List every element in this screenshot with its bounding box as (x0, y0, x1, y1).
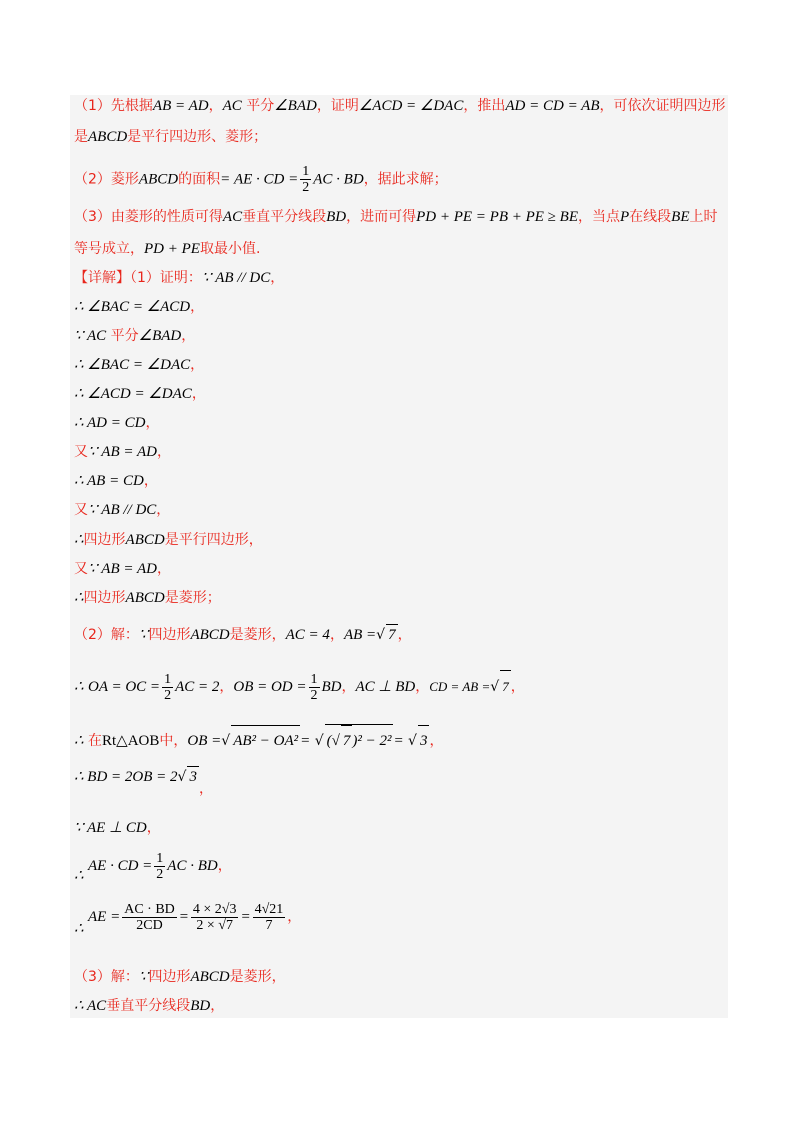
math: BE (671, 209, 690, 225)
math: AD = CD = AB (505, 98, 600, 114)
math: ∴ (74, 921, 84, 937)
math: ∴ (74, 733, 84, 749)
power: )² − 2² (352, 733, 392, 749)
radicand: 3 (187, 766, 199, 787)
denominator: 2 (302, 180, 310, 195)
math: P (620, 209, 630, 225)
text: （2）菱形 (74, 171, 139, 188)
text: ， (287, 909, 302, 925)
text: ， (191, 386, 206, 402)
analysis-1-line-2 (74, 127, 267, 147)
math: ABCD (88, 129, 128, 145)
text: 在 (88, 733, 102, 749)
math: Rt△AOB (102, 733, 160, 749)
solution-2-line-4: ∴ BD = 2OB = 2√ 3， (74, 766, 213, 787)
text: （1）证明： (130, 270, 202, 286)
math: ∵ AC (74, 328, 107, 344)
text: 的面积 (178, 171, 221, 188)
math: OA = OC = (88, 679, 161, 695)
math: AC (222, 98, 242, 114)
solution-2-line-3: ∴ 在Rt△AOB中，OB =√ AB² − OA² = √ (√ 7 )² − 2² = √ 3 ， (74, 724, 443, 756)
text: ， (156, 561, 171, 577)
fraction (191, 902, 239, 933)
text: ，据此求解； (363, 171, 448, 188)
math: ∴ ∠ACD = ∠DAC (74, 386, 192, 402)
solution-2-line-7 (74, 900, 302, 937)
math: ∵ AB = AD (88, 444, 157, 460)
detail-line-5 (74, 384, 206, 404)
text: （2）解： (74, 627, 139, 643)
analysis-1-line-1 (74, 96, 726, 116)
fraction (253, 902, 286, 933)
solution-3-line-2 (74, 996, 224, 1016)
math: = (300, 733, 311, 749)
fraction (154, 851, 165, 882)
analysis-3-line-1 (74, 207, 718, 227)
math: OB = OD = (233, 679, 307, 695)
text: 四边形 (83, 532, 126, 548)
analysis-2-line (74, 164, 448, 195)
math: ∵ AB = AD (88, 561, 157, 577)
math: PD + PE = PB + PE ≥ BE (416, 209, 578, 225)
text: 是菱形， (229, 627, 286, 643)
numerator: 1 (156, 850, 164, 866)
math: ∴ (74, 679, 84, 695)
math: = AE · CD = (220, 171, 299, 188)
text: 中， (159, 733, 188, 749)
math: AE · CD = (88, 858, 153, 874)
text: ， (208, 98, 223, 114)
text: 等号成立， (74, 241, 144, 257)
text: 是平行四边形、菱形； (127, 129, 268, 145)
text: ， (146, 820, 161, 836)
text: 是 (74, 129, 88, 145)
math: AE = (88, 909, 121, 925)
text: 平分 (241, 98, 275, 114)
text: 又 (74, 561, 88, 577)
detail-line-6 (74, 413, 159, 433)
math: ∵ (138, 627, 149, 643)
math: AC = 4 (285, 627, 330, 643)
math: ∠BAD (138, 328, 182, 344)
denominator: 7 (265, 917, 273, 933)
text: ， (397, 627, 412, 643)
fraction (162, 672, 173, 703)
math: AB = (343, 627, 377, 643)
math: ∴ AC (74, 998, 107, 1014)
text: 上时 (689, 209, 718, 225)
math: = (393, 733, 404, 749)
text: （1）先根据 (74, 98, 153, 114)
text: 又 (74, 444, 88, 460)
math: = (240, 909, 251, 925)
text: 是菱形， (229, 969, 286, 985)
math: ∴ ∠BAC = ∠ACD (74, 299, 191, 315)
math: OB = (187, 733, 222, 749)
math: ∴ (74, 868, 84, 884)
math: ABCD (190, 969, 230, 985)
solution-2-line-5 (74, 818, 161, 838)
detail-line-11 (74, 559, 171, 579)
text: ， (156, 502, 171, 518)
text: ，当点 (578, 209, 620, 225)
fraction (309, 672, 320, 703)
detail-label: 【详解】 (74, 270, 130, 286)
math: AC (222, 209, 243, 225)
detail-line-4 (74, 355, 204, 375)
detail-line-10 (74, 530, 263, 550)
radicand: 7 (500, 670, 511, 703)
math: ∵ (138, 969, 149, 985)
denominator: 2 × √7 (196, 917, 233, 933)
detail-line-3 (74, 326, 195, 346)
text: （3）解： (74, 969, 139, 985)
math: ABCD (190, 627, 230, 643)
text: 是平行四边形， (164, 532, 263, 548)
math: ∵ AB // DC (201, 270, 271, 286)
text: ，可依次证明四边形 (599, 98, 726, 114)
text: ， (341, 679, 356, 695)
math: AB = AD (152, 98, 209, 114)
math: ∠BAD (274, 98, 317, 114)
text: 垂直平分线段 (242, 209, 327, 225)
text: ， (181, 328, 196, 344)
fraction (122, 902, 177, 933)
radical: (√ 7 )² − 2² (325, 724, 394, 756)
radicand: 3 (418, 725, 430, 756)
math: ∴ AD = CD (74, 415, 146, 431)
text: 四边形 (148, 627, 191, 643)
text: 四边形 (83, 590, 126, 606)
numerator: 1 (302, 164, 310, 179)
text: ， (510, 679, 525, 695)
math: ∴ AB = CD (74, 473, 144, 489)
text: ， (210, 998, 225, 1014)
text: ， (145, 415, 160, 431)
text: ，证明 (316, 98, 359, 114)
denominator: 2 (164, 687, 172, 703)
text: ， (217, 858, 232, 874)
math: CD = AB = (429, 679, 491, 694)
text: 又 (74, 502, 88, 518)
text: ， (198, 781, 213, 797)
numerator: 4√21 (254, 901, 284, 917)
solution-2-line-2: ∴ OA = OC = $\frac{1}{2}$ AC = 2，OB = OD = $\frac{1}{2}$ BD，AC ⊥ BD，CD = AB =√ 7 ， (74, 671, 525, 703)
analysis-3-line-2 (74, 239, 260, 259)
numerator: AC · BD (124, 901, 175, 917)
detail-line-12 (74, 588, 221, 608)
detail-line-9 (74, 500, 170, 520)
text: 取最小值. (199, 241, 261, 257)
detail-line-2 (74, 297, 204, 317)
math: AC · BD (313, 171, 364, 188)
math: BD (190, 998, 211, 1014)
math: AC ⊥ BD (355, 679, 416, 695)
math: ABCD (138, 171, 179, 188)
denominator: 2 (310, 687, 318, 703)
text: ， (219, 679, 234, 695)
text: 是菱形； (164, 590, 221, 606)
math: ∠ACD = ∠DAC (358, 98, 464, 114)
solution-2-line-6 (74, 850, 232, 882)
math: ∴ ∠BAC = ∠DAC (74, 357, 191, 373)
math: ∴ (74, 532, 84, 548)
radicand: 7 (341, 725, 353, 756)
math: ∴ (74, 590, 84, 606)
math: = (178, 909, 189, 925)
text: ， (143, 473, 158, 489)
text: ， (429, 733, 444, 749)
text: （3）由菱形的性质可得 (74, 209, 223, 225)
math: AC = 2 (175, 679, 220, 695)
math: ∵ AB // DC (88, 502, 157, 518)
text: ，推出 (463, 98, 506, 114)
numerator: 4 × 2√3 (192, 901, 237, 917)
text: ， (329, 627, 344, 643)
math: ABCD (125, 532, 165, 548)
text: ， (415, 679, 430, 695)
detail-line-1 (74, 268, 284, 288)
math: AC · BD (167, 858, 218, 874)
solution-2-line-1: （2）解：∵四边形ABCD是菱形，AC = 4，AB =√ 7 ， (74, 624, 412, 645)
detail-line-8 (74, 471, 158, 491)
text: ，进而可得 (346, 209, 417, 225)
radicand: AB² − OA² (231, 725, 300, 756)
paren: ( (326, 733, 332, 749)
text: 在线段 (629, 209, 672, 225)
text: ， (270, 270, 285, 286)
radicand: 7 (386, 624, 398, 645)
numerator: 1 (310, 671, 318, 687)
text: ， (156, 444, 171, 460)
numerator: 1 (164, 671, 172, 687)
denominator: 2 (156, 866, 164, 882)
math: BD (321, 679, 342, 695)
math: ∴ BD = 2OB = 2 (74, 769, 178, 785)
text: 四边形 (148, 969, 191, 985)
text: ， (190, 299, 205, 315)
math: PD + PE (144, 241, 200, 257)
math: ABCD (125, 590, 165, 606)
text: ， (190, 357, 205, 373)
text: 平分 (106, 328, 139, 344)
math: BD (326, 209, 347, 225)
text: 垂直平分线段 (106, 998, 191, 1014)
denominator: 2CD (136, 917, 163, 933)
detail-line-7 (74, 442, 171, 462)
solution-3-line-1 (74, 967, 286, 987)
math: ∵ AE ⊥ CD (74, 820, 147, 836)
fraction (300, 164, 311, 195)
